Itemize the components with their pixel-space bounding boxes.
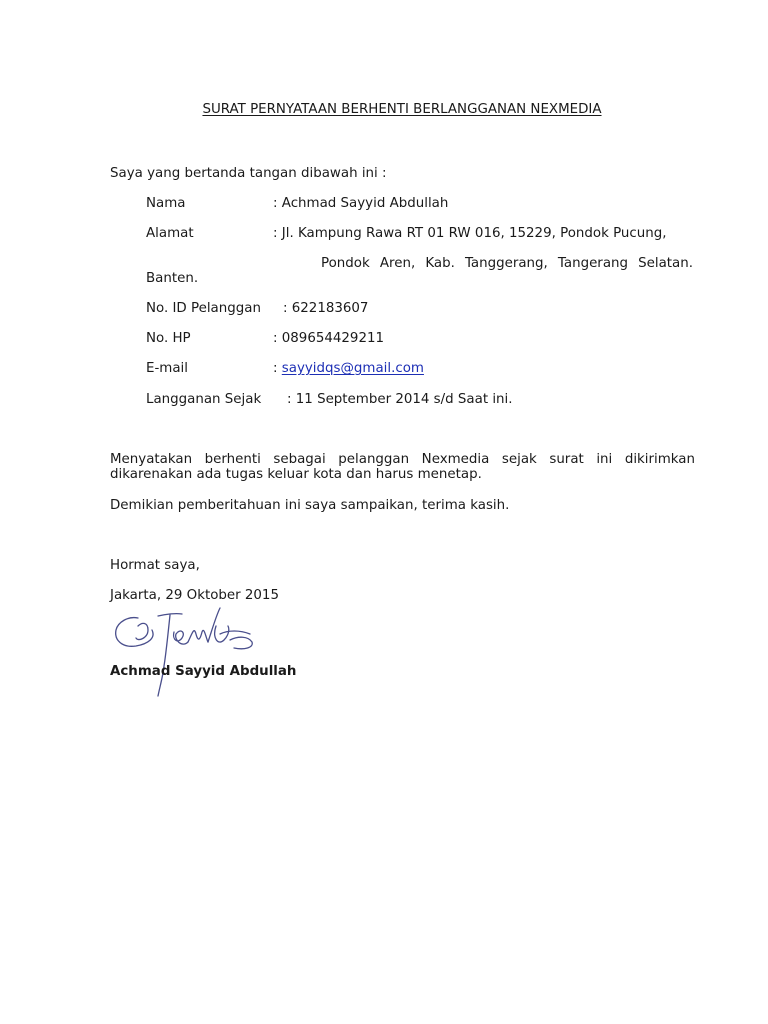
alamat-value-line-1: : Jl. Kampung Rawa RT 01 RW 016, 15229, Pondok Pucung, bbox=[273, 226, 667, 241]
email-link[interactable]: sayyidqs@gmail.com bbox=[281, 361, 424, 376]
alamat-label: Alamat bbox=[146, 226, 194, 241]
langganan-sejak-label: Langganan Sejak bbox=[146, 392, 262, 407]
salutation: Hormat saya, bbox=[110, 558, 200, 573]
email-label: E-mail bbox=[146, 361, 188, 376]
letter-title: SURAT PERNYATAAN BERHENTI BERLANGGANAN NEXMEDIA bbox=[202, 102, 602, 117]
alamat-value-line-3: Banten. bbox=[146, 271, 199, 286]
statement-line-2: dikarenakan ada tugas keluar kota dan harus menetap. bbox=[110, 467, 482, 482]
alamat-value-line-2: Pondok Aren, Kab. Tanggerang, Tangerang Selatan. bbox=[321, 256, 693, 271]
id-pelanggan-label: No. ID Pelanggan bbox=[146, 301, 261, 316]
hp-label: No. HP bbox=[146, 331, 191, 346]
statement-line-1: Menyatakan berhenti sebagai pelanggan Nexmedia sejak surat ini dikirimkan bbox=[110, 452, 695, 467]
email-colon: : bbox=[273, 361, 278, 376]
nama-label: Nama bbox=[146, 196, 186, 211]
place-date: Jakarta, 29 Oktober 2015 bbox=[110, 588, 279, 603]
signature-name: Achmad Sayyid Abdullah bbox=[110, 664, 297, 679]
intro-text: Saya yang bertanda tangan dibawah ini : bbox=[110, 166, 387, 181]
handwritten-signature bbox=[108, 604, 268, 704]
id-pelanggan-value: : 622183607 bbox=[283, 301, 369, 316]
nama-value: : Achmad Sayyid Abdullah bbox=[273, 196, 449, 211]
email-row bbox=[273, 361, 424, 377]
hp-value: : 089654429211 bbox=[273, 331, 385, 346]
langganan-sejak-value: : 11 September 2014 s/d Saat ini. bbox=[287, 392, 513, 407]
closing-note: Demikian pemberitahuan ini saya sampaikan, terima kasih. bbox=[110, 498, 510, 513]
